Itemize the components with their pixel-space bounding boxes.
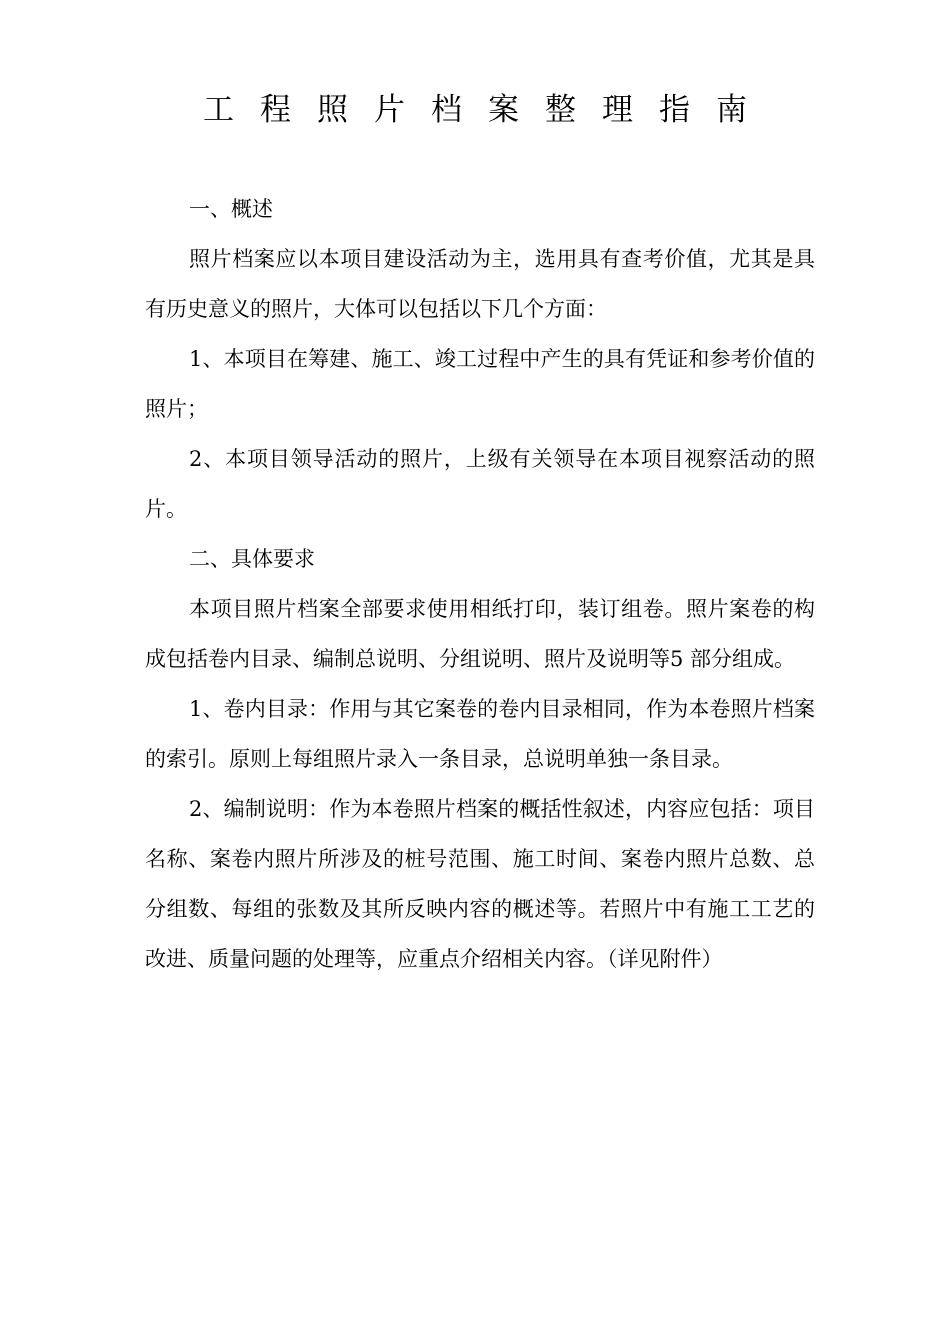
paragraph-overview-item-2: 2、本项目领导活动的照片，上级有关领导在本项目视察活动的照片。 (145, 447, 815, 521)
section-heading-requirements: 二、具体要求 (189, 547, 315, 571)
document-title: 工程照片档案整理指南 (203, 92, 773, 128)
paragraph-requirements-item-1: 1、卷内目录：作用与其它案卷的卷内目录相同，作为本卷照片档案的索引。原则上每组照片录入一条目录，总说明单独一条目录。 (145, 697, 815, 771)
paragraph-requirements-item-2: 2、编制说明：作为本卷照片档案的概括性叙述，内容应包括：项目名称、案卷内照片所涉及的桩号范围、施工时间、案卷内照片总数、总分组数、每组的张数及其所反映内容的概述等。若照片中有施工工艺的改进、质量问题的处理等，应重点介绍相关内容。（详见附件） (145, 797, 815, 971)
paragraph-overview-intro: 照片档案应以本项目建设活动为主，选用具有查考价值，尤其是具有历史意义的照片，大体可以包括以下几个方面： (145, 247, 815, 321)
section-heading-overview: 一、概述 (189, 197, 273, 221)
paragraph-overview-item-1: 1、本项目在筹建、施工、竣工过程中产生的具有凭证和参考价值的照片； (145, 347, 815, 421)
document-body (145, 184, 815, 984)
paragraph-requirements-intro: 本项目照片档案全部要求使用相纸打印，装订组卷。照片案卷的构成包括卷内目录、编制总说明、分组说明、照片及说明等5 部分组成。 (145, 597, 815, 671)
